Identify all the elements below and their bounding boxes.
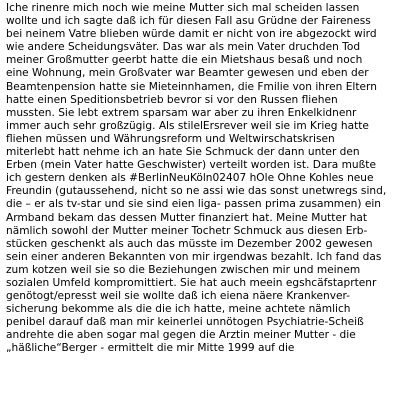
text-line: fliehen müssen und Währungsreform und Weltwirschatskrisen: [6, 132, 335, 145]
body-text: [6, 2, 408, 356]
text-line: ich gestern denken als #BerlinNeuKöln02407 hOle Ohne Kohles neue: [6, 172, 374, 185]
text-line: immer auch sehr großzügig. Als stilelErsrever weil sie im Krieg hatte: [6, 119, 369, 132]
text-line: mussten. Sie lebt extrem sparsam war aber zu ihren Enkelkidnenr: [6, 106, 357, 119]
text-line: miterlebt hatt nehme ich an hate Sie Schmuck der dann unter den: [6, 146, 360, 159]
text-line: Iche rinenre mich noch wie meine Mutter sich mal scheiden lassen: [6, 2, 360, 14]
text-line: penibel darauf daß man mir keinerlei unnötogen Psychiatrie-Scheiß: [6, 316, 364, 329]
text-line: nämlich sowohl der Mutter meiner Tochetr Schmuck aus diesen Erb-: [6, 224, 368, 237]
text-line: Armband bekam das dessen Mutter finanziert hat. Meine Mutter hat: [6, 211, 368, 224]
text-line: die – er als tv-star und sie sind eien liga- passen prima zusammen) ein: [6, 198, 382, 211]
text-line: genötogt/epresst weil sie wollte daß ich eiena näere Krankenver-: [6, 290, 350, 303]
text-line: eine Wohnung, mein Großvater war Beamter gewesen und eben der: [6, 67, 369, 80]
text-line: Freundin (gutaussehend, nicht so ne assi wie das sonst unetwregs sind,: [6, 185, 387, 198]
text-line: sicherung bekomme als die die ich hatte, meine achtete nämlich: [6, 303, 351, 316]
text-line: sein einer anderen Bekannten von mir irgendwas bezahlt. Ich fand das: [6, 250, 382, 263]
text-line: stücken geschenkt als auch das müsste im Dezember 2002 gewesen: [6, 237, 373, 250]
text-line: bei neinem Vatre blieben würde damit er nicht von ire abgezockt wird: [6, 28, 377, 41]
text-line: wie andere Scheidungsväter. Das war als mein Vater druchden Tod: [6, 41, 361, 54]
text-line: andrehte die aben sogar mal gegen die Ärztin meiner Mutter - die: [6, 329, 356, 342]
text-line: Erben (mein Vater hatte Geschwister) verteilt worden ist. Dara mußte: [6, 159, 376, 172]
text-line: Beamtenpension hatte sie Mieteinnhamen, die Fmilie von ihren Eltern: [6, 80, 377, 93]
text-line: wollte und ich sagte daß ich für diesen Fall asu Grüdne der Faireness: [6, 15, 371, 28]
text-line: hatte einen Speditionsbetrieb bevror si vor den Russen fliehen: [6, 93, 338, 106]
text-line: sozialen Umfeld kompromittiert. Sie hat auch meein egshcäfstaprtenr: [6, 276, 377, 289]
text-line: meiner Großmutter geerbt hatte die ein Mietshaus besaß und noch: [6, 54, 363, 67]
text-line: „häßliche“Berger - ermittelt die mir Mitte 1999 auf die: [6, 342, 295, 355]
text-line: zum kotzen weil sie so die Beziehungen zwischen mir und meinem: [6, 263, 361, 276]
